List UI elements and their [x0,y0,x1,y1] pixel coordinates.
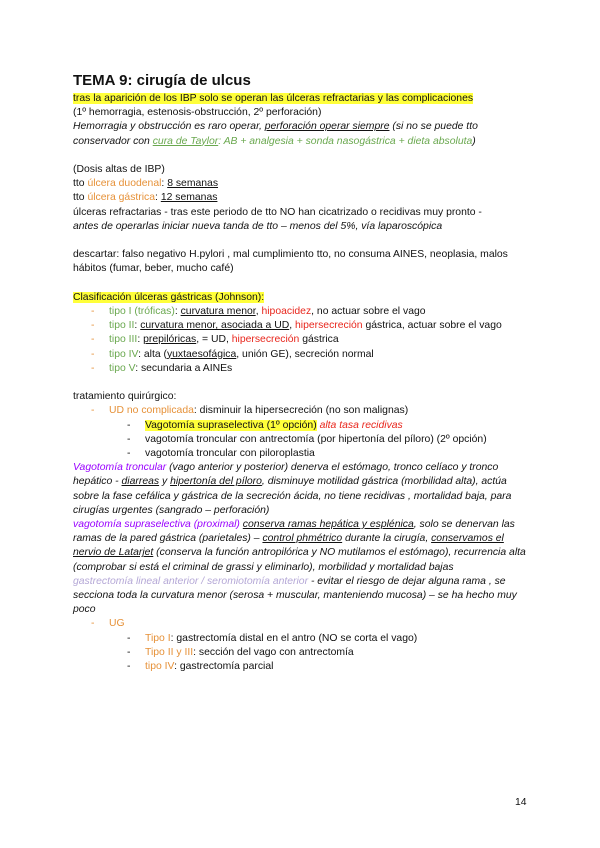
descartar-paragraph: descartar: falso negativo H.pylori , mal cumplimiento tto, no consuma AINES, neoplasia, malos hábitos (fumar, beber, mucho café) [73,249,508,275]
ug-option-3 [73,660,533,674]
vt-d: hipertonía del píloro [170,476,262,488]
spacer [73,277,533,291]
t3-mid: , = UD, [196,334,232,346]
bullet-dash: - [127,632,131,644]
bullet-dash: - [91,618,95,630]
vt-e: , disminuye motilidad gástrica (morbilidad alta), actúa sobre la fase cefálica y gástrica de la secreción ácida, no tiene recidivas , mortalidad baja, para cirugías urgentes (sangrado – perforación) [73,476,512,516]
ug-o1-rest: : gastrectomía distal en el antro (NO se corta el vago) [170,632,418,644]
spacer [73,376,533,390]
duo-sep: : [161,178,168,190]
ud-item [73,404,533,418]
page-title [73,72,533,90]
dosis-duodenal [73,177,533,191]
duo-label: úlcera duodenal [87,178,162,190]
ud-o3: vagotomía troncular con piloroplastia [145,448,315,460]
ga-label: gastrectomía lineal anterior / seromiotomía anterior [73,575,309,587]
bullet-dash: - [127,661,131,673]
t2-rest: gástrica, actuar sobre el vago [362,320,502,332]
gas-pre: tto [73,192,88,204]
t4-label: tipo IV [109,348,139,360]
vagotomia-supraselectiva-paragraph [73,518,533,575]
t3-rest: gástrica [299,334,339,346]
t1-label: tipo I (tróficas) [109,306,175,317]
document-page [73,72,533,674]
vs-g: (conserva la función antropilórica y NO mutilamos el estómago), recurrencia alta (comprobar si está el criminal de grassi y eliminarlo), morbilidad y mortalidad bajas [73,547,526,573]
dosis-gastrica [73,191,533,205]
ud-o2: vagotomía troncular con antrectomía (por hipertonía del píloro) (2º opción) [145,433,487,445]
t1-rest: , no actuar sobre el vago [311,306,426,317]
ug-label: UG [109,618,125,630]
t1-sep: : [174,306,181,317]
vs-f: conservamos el nervio de Latarjet [73,533,504,559]
intro-p3d: cura de Taylor [152,135,219,147]
t1-red: hipoacidez [261,306,312,317]
gastrectomia-paragraph [73,575,533,618]
ud-option-1 [73,419,533,433]
dosis-refractarias: úlceras refractarias - tras este periodo de tto NO han cicatrizado o recidivas muy pronto - [73,206,482,218]
t3-label: tipo III [109,334,138,346]
tipo-i-item [73,305,533,319]
intro-highlight-line [73,92,533,106]
ud-option-3 [73,447,533,461]
vt-c: y [159,476,171,488]
ga-rest: - evitar el riesgo de dejar alguna rama , se secciona toda la curvatura menor (serosa + muscular, manteniendo mucosa) – se ha hecho muy poco [73,575,517,616]
ug-o2-rest: : sección del vago con antrectomía [193,646,354,658]
ud-o1: Vagotomía supraselectiva (1º opción) [145,419,317,431]
intro-p3a: Hemorragia y obstrucción es raro operar, [73,121,265,133]
bullet-dash: - [91,362,95,374]
intro-p3e: : AB + analgesia + sonda nasogástrica + dieta absoluta [218,135,473,147]
t4-pre: : alta ( [138,348,167,360]
tratamiento-heading: tratamiento quirúrgico: [73,391,177,403]
bullet-dash: - [91,405,95,417]
gas-sep: : [155,192,161,204]
ug-o2-label: Tipo II y III [145,646,194,658]
vs-d: control phmétrico [262,533,343,545]
dosis-antes: antes de operarlas iniciar nueva tanda de tto – menos del 5%, vía laparoscópica [73,220,443,232]
t2-sep: : [134,320,141,332]
duo-pre: tto [73,178,88,190]
tipo-ii-item [73,319,533,333]
clasificacion-heading: Clasificación úlceras gástricas (Johnson): [73,291,265,303]
ug-o3-rest: : gastrectomía parcial [174,661,274,673]
vt-a: (vago anterior y posterior) denerva el estómago, tronco celíaco y tronco hepático - [73,462,499,488]
ud-rest: : disminuir la hipersecreción (no son malignas) [193,405,409,417]
bullet-dash: - [127,448,131,460]
bullet-dash: - [127,433,131,445]
t1-loc: curvatura menor [180,306,256,317]
ug-option-2 [73,646,533,660]
dosis-line1: (Dosis altas de IBP) [73,164,165,175]
tipo-iii-item [73,333,533,347]
bullet-dash: - [127,646,131,658]
spacer [73,149,533,163]
t2-comma: , [289,320,295,332]
t5-label: tipo V [109,362,136,374]
bullet-dash: - [91,320,95,332]
ug-o1-label: Tipo I [145,632,171,644]
intro-line2: (1º hemorragia, estenosis-obstrucción, 2º perforación) [73,107,322,119]
intro-highlight: tras la aparición de los IBP solo se operan las úlceras refractarias y las complicaciones [73,93,474,104]
ug-item [73,617,533,631]
vs-e: durante la cirugía, [342,533,432,545]
bullet-dash: - [91,306,95,317]
t2-red: hipersecreción [295,320,363,332]
gas-val: 12 semanas [160,192,218,204]
ud-option-2 [73,433,533,447]
ug-option-1 [73,632,533,646]
bullet-dash: - [91,334,95,346]
bullet-dash: - [127,419,131,431]
tipo-v-item [73,362,533,376]
duo-val: 8 semanas [167,178,219,190]
t1-comma: , [255,306,262,317]
vs-c: , solo se denervan las ramas de la pared gástrica (parietales) – [73,519,515,545]
gas-label: úlcera gástrica [87,192,156,204]
t2-loc: curvatura menor, asociada a UD [140,320,290,332]
vt-b: diarreas [121,476,160,488]
intro-p3f: ) [472,135,476,147]
t4-rest: , unión GE), secreción normal [236,348,374,360]
title-text: TEMA 9: cirugía de ulcus [73,72,251,89]
spacer [73,234,533,248]
intro-p3b: perforación operar siempre [264,121,390,133]
t3-red: hipersecreción [231,334,300,346]
t2-label: tipo II [109,320,135,332]
ud-label: UD no complicada [109,405,194,417]
t3-loc: prepilóricas [143,334,197,346]
t4-loc: yuxtaesofágica [166,348,237,360]
page-number: 14 [515,797,527,808]
tipo-iv-item [73,348,533,362]
bullet-dash: - [91,348,95,360]
vs-b: conserva ramas hepática y esplénica [242,519,414,531]
t5-rest: : secundaria a AINEs [135,362,233,374]
vs-label: vagotomía supraselectiva (proximal) [73,519,240,531]
ug-o3-label: tipo IV [145,661,175,673]
vagotomia-troncular-paragraph [73,461,533,518]
intro-paragraph [73,120,533,148]
ud-o1-red: alta tasa recidivas [316,419,403,431]
clasificacion-heading-line [73,291,533,305]
t3-sep: : [137,334,144,346]
intro-p3c: (si no se puede tto conservador con [73,121,478,147]
vt-label: Vagotomía troncular [73,462,167,474]
